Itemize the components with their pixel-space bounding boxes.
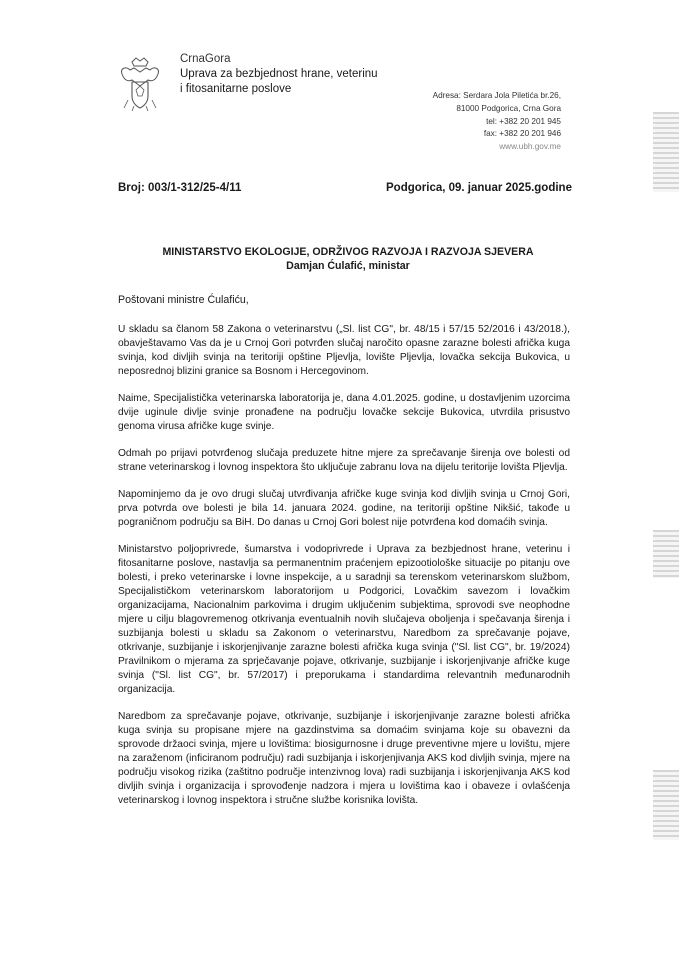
org-name-line1: Uprava za bezbjednost hrane, veterinu xyxy=(180,68,378,80)
recipient-person: Damjan Ćulafić, ministar xyxy=(286,260,410,272)
paragraph: Naredbom za sprečavanje pojave, otkrivanje, suzbijanje i iskorjenjivanje zarazne bolesti afrička kuga svinja su propisane mjere na gazdinstvima sa domaćim svinjama koje su obavezni da sprovode držaoci svinja, mjere u lovištima: biosigurnosne i druge preventivne mjere u lovištu, mjere na zaraženom (inficiranom području) radi suzbijanja i iskorjenjivanja AKS kod divljih svinja, mjere na području visokog rizika (zaštitno područje intenzivnog lova) radi suzbijanja i iskorjenjivanja AKS kod divljih svinja i organizacija i sprovođenje nadzora i mjera u lovištima kao i obaveze i ovlašćenja veterinarskog i lovnog inspektora i stručne službe korisnika lovišta. xyxy=(118,711,570,806)
letter-body xyxy=(118,323,570,821)
address-block xyxy=(381,90,561,154)
paragraph: U skladu sa članom 58 Zakona o veterinarstvu („Sl. list CG", br. 48/15 i 57/15 52/2016 i 43/2018.), obavještavamo Vas da je u Crnoj Gori potvrđen slučaj naročito opasne zarazne bolesti afrička kuga svinja, kod divljih svinja na teritoriji opštine Pljevlja, lovište Pljevlja, lovačka sekcija Bukovica, u neposrednoj blizini granice sa Bosnom i Hercegovinom. xyxy=(118,324,570,377)
scan-artifact xyxy=(653,112,679,192)
address-street: Adresa: Serdara Jola Piletića br.26, xyxy=(432,91,561,100)
recipient-block xyxy=(118,245,578,273)
montenegro-coat-of-arms-icon xyxy=(118,56,162,112)
paragraph: Odmah po prijavi potvrđenog slučaja preduzete hitne mjere za sprečavanje širenja ove bolesti od strane veterinarskog i lovnog inspektora što uključuje zabranu lova na dijelu teritorije lovišta Pljevlja. xyxy=(118,448,570,473)
country-name: CrnaGora xyxy=(180,53,231,65)
fax-number: fax: +382 20 201 946 xyxy=(483,129,561,139)
reference-line xyxy=(118,182,573,194)
recipient-ministry: MINISTARSTVO EKOLOGIJE, ODRŽIVOG RAZVOJA I RAZVOJA SJEVERA xyxy=(162,246,534,258)
paragraph: Naime, Specijalistička veterinarska laboratorija je, dana 4.01.2025. godine, u dostavljenim uzorcima dvije uginule divlje svinje pronađene na području lovačke sekcije Bukovica, utvrdila prisustvo genoma virusa afričke kuge svinje. xyxy=(118,393,570,432)
scan-artifact xyxy=(653,770,679,840)
paragraph: Ministarstvo poljoprivrede, šumarstva i vodoprivrede i Uprava za bezbjednost hrane, veterinu i fitosanitarne poslove, nastavlja sa permanentnim praćenjem epizootiološke situacije po pitanju ove bolesti, i preko veterinarske i lovne inspekcije, a u saradnji sa terenskom veterinarskom službom, Specijalističkom veterinarskom laboratorijom u Podgorici, Lovačkim savezom i lovačkim organizacijama, Nacionalnim parkovima i drugim uključenim subjektima, sprovodi sve neophodne mjere u cilju blagovremenog otkrivanja eventualnih novih slučajeva obolјenja i spečavanja širenja i suzbijanja bolesti u skladu sa Zakonom o veterinarstvu, Naredbom za sprečavanje pojave, otkrivanje, suzbijanje i iskorjenjivanje zarazne bolesti afrička kuga svinja ("Sl. list CG", br. 19/2024) Pravilnikom o mjerama za sprječavanje pojave, otkrivanje, suzbijanje i iskorjenjivanje afričke kuge svinja ("Sl. list CG", br. 57/2017) i preporukama i standardima relevantnih međunarodnih organizacija. xyxy=(118,544,570,695)
paragraph: Napominjemo da je ovo drugi slučaj utvrđivanja afričke kuge svinja kod divljih svinja u Crnoj Gori, prva potvrda ove bolesti je bila 14. januara 2024. godine, na teritoriji opštine Nikšić, takođe u pograničnom području sa BiH. Do danas u Crnoj Gori bolest nije potvrđena kod domaćih svinja. xyxy=(118,489,570,528)
document-date: Podgorica, 09. januar 2025.godine xyxy=(386,182,572,194)
phone-number: tel: +382 20 201 945 xyxy=(486,116,561,126)
salutation: Poštovani ministre Ćulafiću, xyxy=(118,294,249,306)
document-number: Broj: 003/1-312/25-4/11 xyxy=(118,182,242,194)
scan-artifact xyxy=(653,530,679,578)
organization-header xyxy=(180,52,378,97)
address-city: 81000 Podgorica, Crna Gora xyxy=(456,103,561,113)
website: www.ubh.gov.me xyxy=(499,142,561,152)
org-name-line2: i fitosanitarne poslove xyxy=(180,83,292,95)
